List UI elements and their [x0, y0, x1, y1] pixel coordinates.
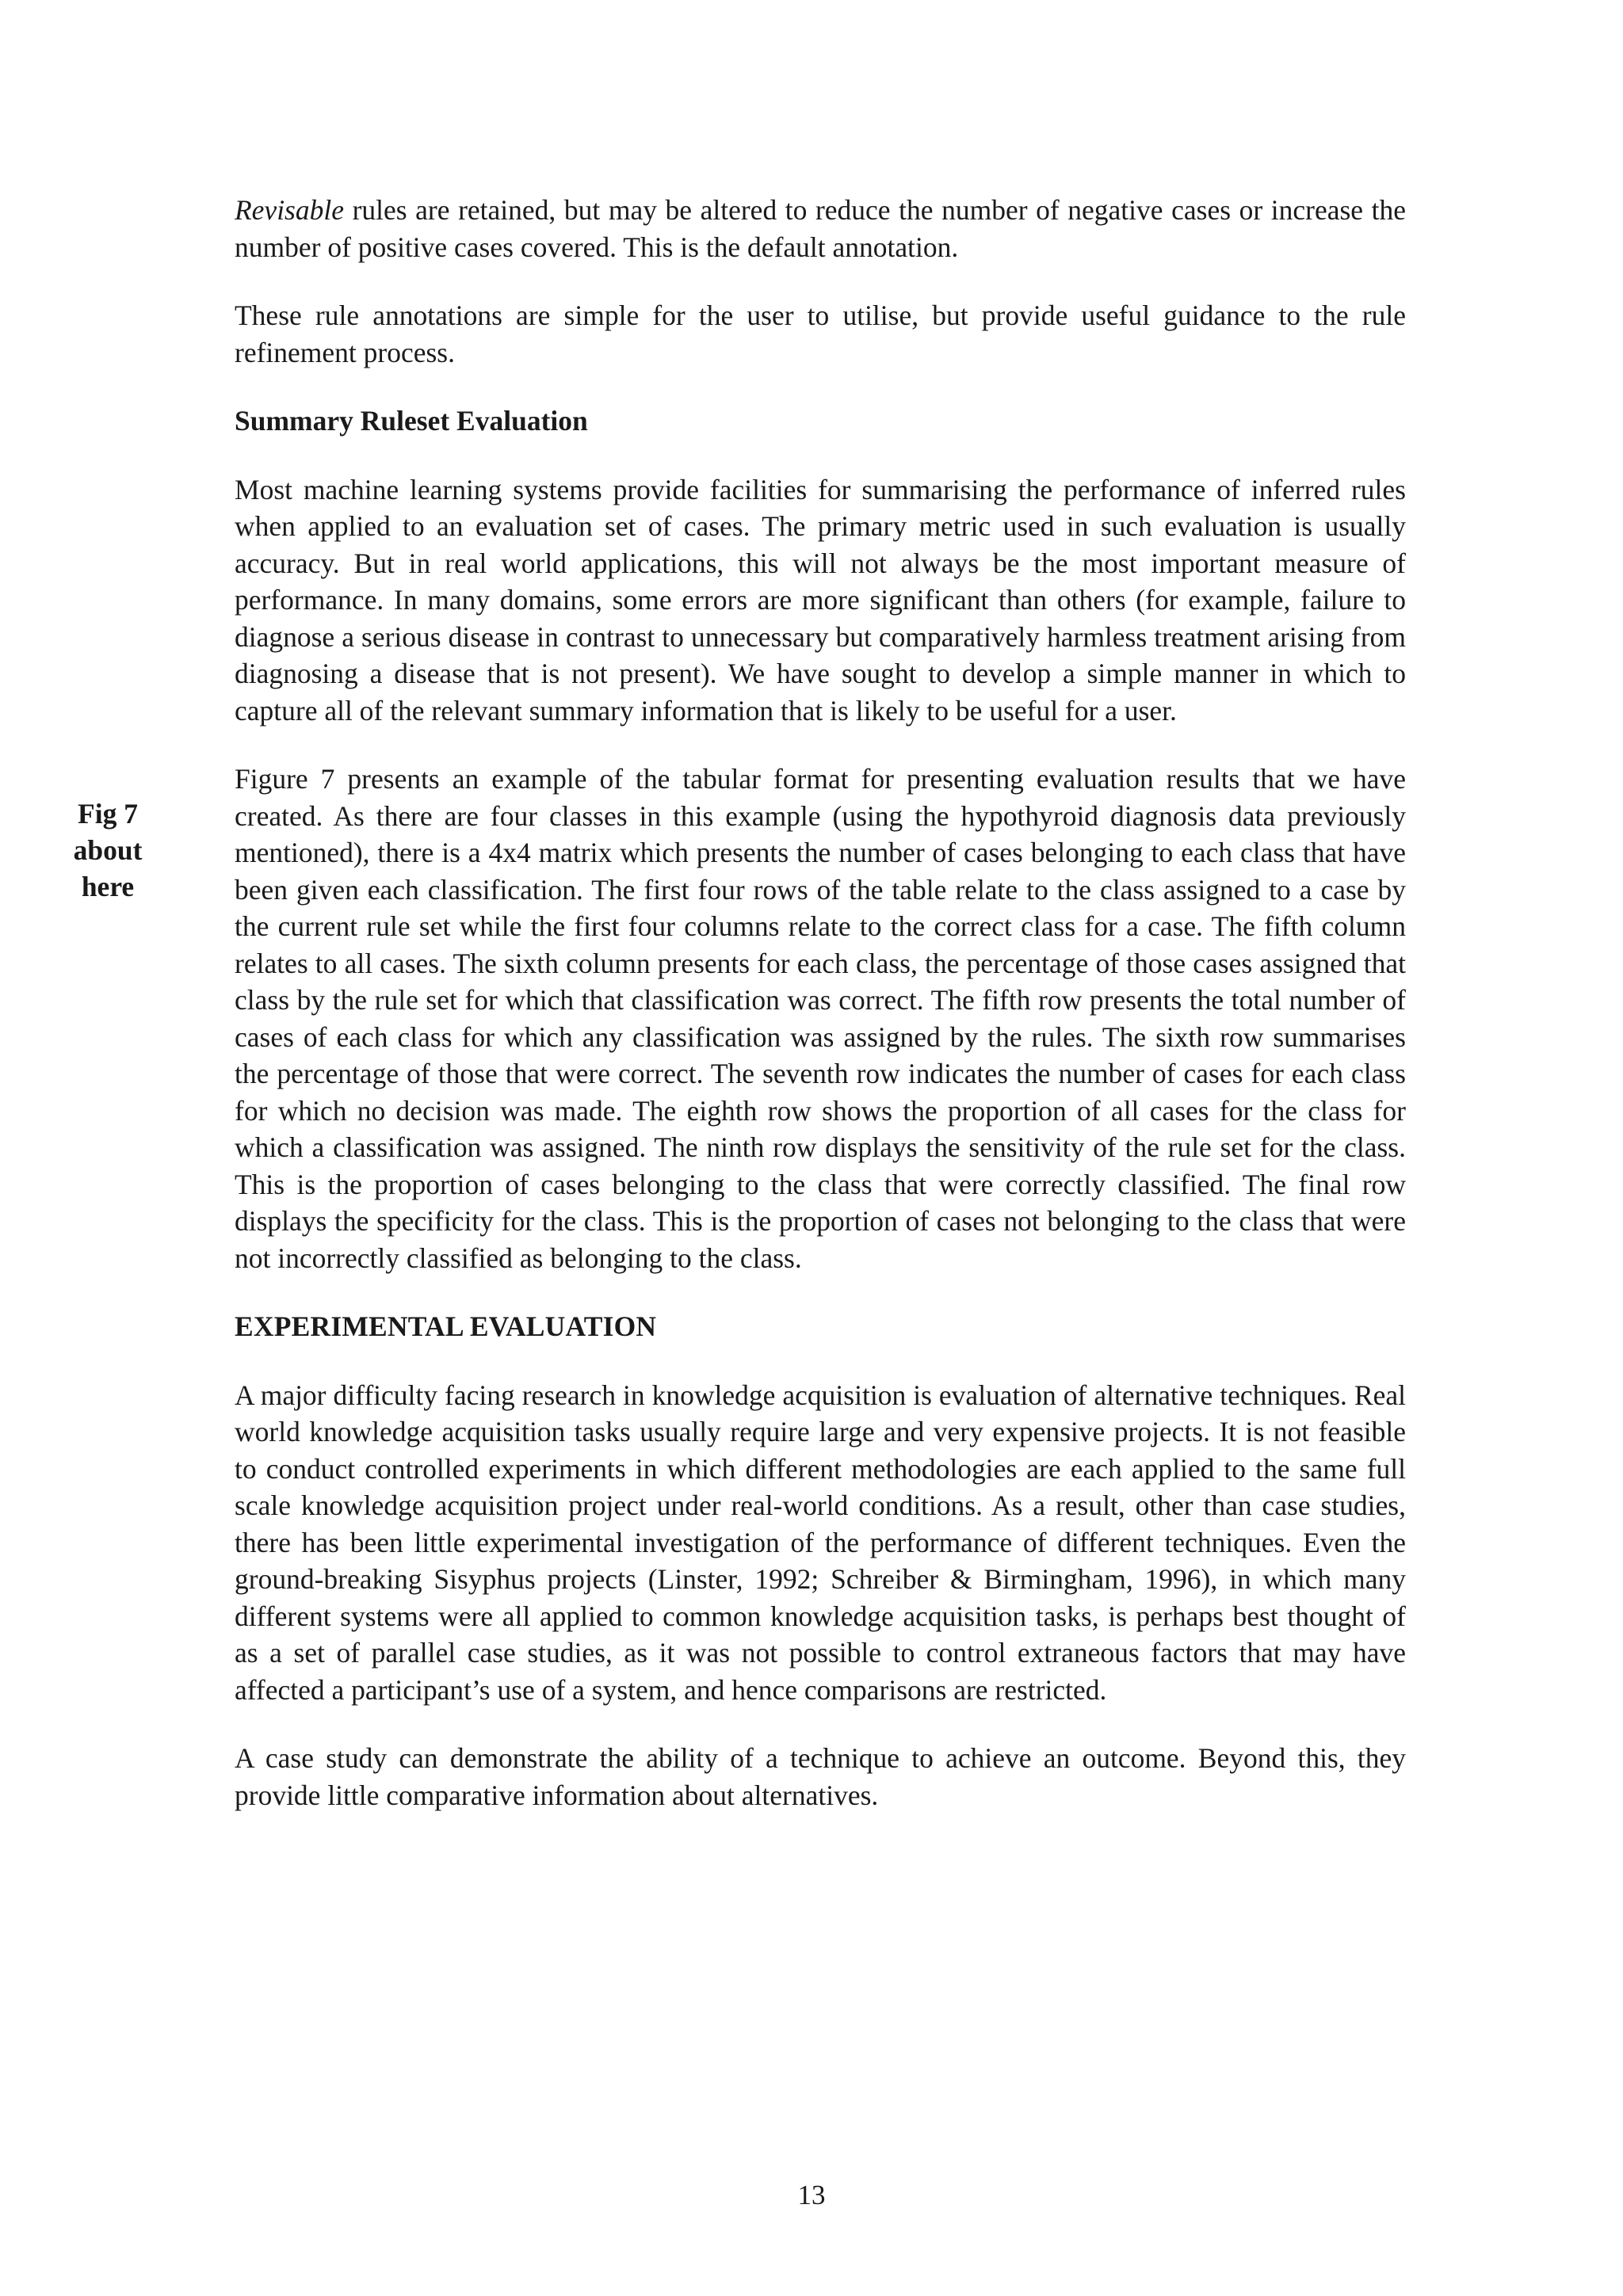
paragraph-summary: Most machine learning systems provide facilities for summarising the performance of inferred rules when applied to an evaluation set of cases. The primary metric used in such evaluation is usually accuracy. But in real world applications, this will not always be the most important measure of performance. In many domains, some errors are more significant than others (for example, failure to diagnose a serious disease in contrast to unnecessary but comparatively harmless treatment arising from diagnosing a disease that is not present). We have sought to develop a simple manner in which to capture all of the relevant summary information that is likely to be useful for a user. [235, 473, 1406, 727]
paragraph-annotations: These rule annotations are simple for the user to utilise, but provide useful guidance to the rule refinement process. [235, 299, 1406, 368]
page-number: 13 [797, 2180, 826, 2210]
revisable-term: Revisable [235, 194, 344, 226]
margin-note-line: here [81, 871, 135, 902]
margin-note-line: Fig 7 [78, 798, 138, 830]
figure-placement-note [48, 795, 168, 905]
page-body [235, 192, 1406, 1845]
paragraph-figure7: Figure 7 presents an example of the tabular format for presenting evaluation results that we have created. As there are four classes in this example (using the hypothyroid diagnosis data previously mentioned), there is a 4x4 matrix which presents the number of cases belonging to each class that have been given each classification. The first four rows of the table relate to the class assigned to a case by the current rule set while the first four columns relate to the correct class for a case. The fifth column relates to all cases. The sixth column presents for each class, the percentage of those cases assigned that class by the rule set for which that classification was correct. The fifth row presents the total number of cases of each class for which any classification was assigned by the rules. The sixth row summarises the percentage of those that were correct. The seventh row indicates the number of cases for each class for which no decision was made. The eighth row shows the proportion of all cases for the class for which a classification was assigned. The ninth row displays the sensitivity of the rule set for the class. This is the proportion of cases belonging to the class that were correctly classified. The final row displays the specificity for the class. This is the proportion of cases not belonging to the class that were not incorrectly classified as belonging to the class. [235, 763, 1406, 1274]
paragraph-revisable [235, 192, 1406, 265]
section-heading-summary: Summary Ruleset Evaluation [235, 405, 588, 437]
margin-note-line: about [73, 834, 143, 866]
section-heading-experimental: EXPERIMENTAL EVALUATION [235, 1310, 657, 1342]
paragraph-case-study: A case study can demonstrate the ability of a technique to achieve an outcome. Beyond this, they provide little comparative information about alternatives. [235, 1742, 1406, 1811]
revisable-text: rules are retained, but may be altered to reduce the number of negative cases or increase the number of positive cases covered. This is the default annotation. [235, 194, 1406, 263]
paragraph-experimental: A major difficulty facing research in knowledge acquisition is evaluation of alternative techniques. Real world knowledge acquisition tasks usually require large and very expensive projects. It is not feasible to conduct controlled experiments in which different methodologies are each applied to the same full scale knowledge acquisition project under real-world conditions. As a result, other than case studies, there has been little experimental investigation of the performance of different techniques. Even the ground-breaking Sisyphus projects (Linster, 1992; Schreiber & Birmingham, 1996), in which many different systems were all applied to common knowledge acquisition tasks, is perhaps best thought of as a set of parallel case studies, as it was not possible to control extraneous factors that may have affected a participant’s use of a system, and hence comparisons are restricted. [235, 1379, 1406, 1706]
